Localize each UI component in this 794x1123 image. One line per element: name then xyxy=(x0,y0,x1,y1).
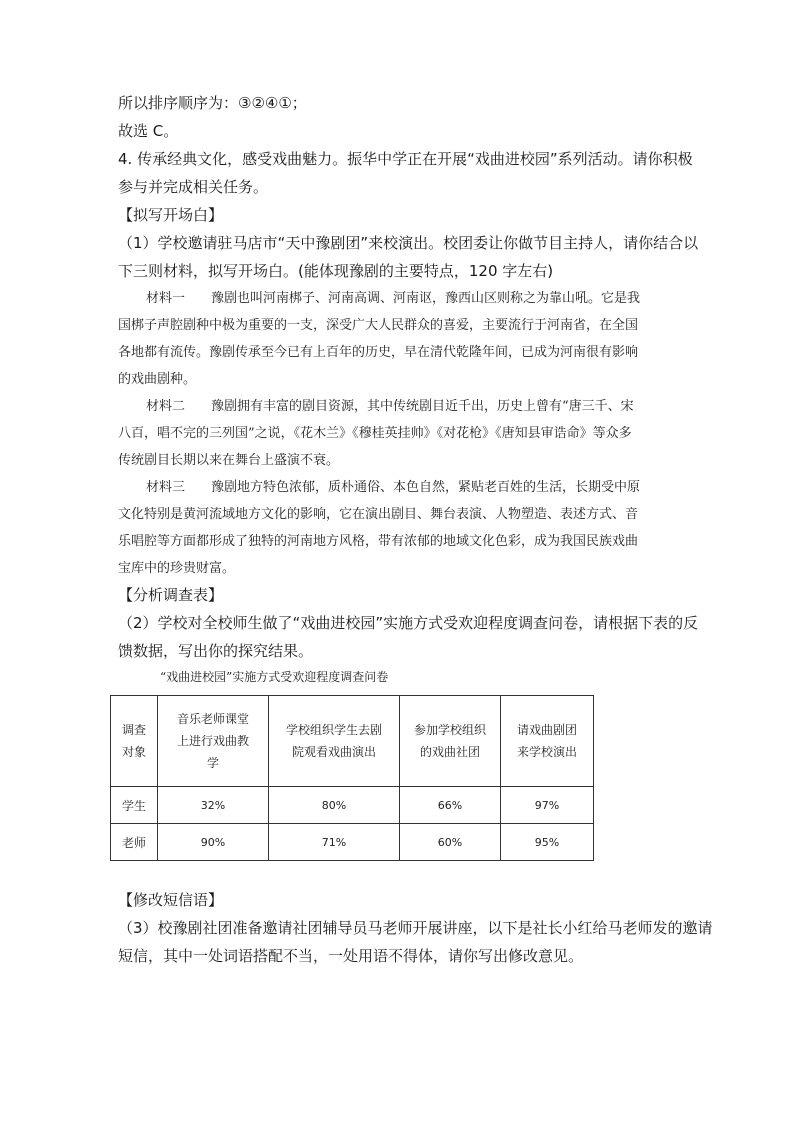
header-cell-line: 请戏曲剧团 xyxy=(516,723,577,737)
material-1-line-4: 的戏曲剧种。 xyxy=(118,372,197,387)
table-cell: 95% xyxy=(501,824,594,861)
table-cell: 32% xyxy=(158,787,269,824)
row-label: 学生 xyxy=(111,787,158,824)
material-3-line-3: 乐唱腔等方面都形成了独特的河南地方风格，带有浓郁的地域文化色彩，成为我国民族戏曲 xyxy=(118,534,639,549)
material-1-line-2: 国梆子声腔剧种中极为重要的一支，深受广大人民群众的喜爱，主要流行于河南省，在全国 xyxy=(118,318,639,333)
material-2-line-1: 材料二 豫剧拥有丰富的剧目资源，其中传统剧目近千出，历史上曾有“唐三千、宋 xyxy=(146,399,634,414)
material-3-line-1: 材料三 豫剧地方特色浓郁，质朴通俗、本色自然，紧贴老百姓的生活，长期受中原 xyxy=(146,480,641,495)
material-2-line-3: 传统剧目长期以来在舞台上盛演不衰。 xyxy=(118,453,340,468)
survey-table xyxy=(110,695,594,861)
section-heading-opening: 【拟写开场白】 xyxy=(118,206,224,224)
question-3-text: （3）校豫剧社团准备邀请社团辅导员马老师开展讲座，以下是社长小红给马老师发的邀请 xyxy=(118,919,713,937)
table-cell: 80% xyxy=(269,787,400,824)
question-4-intro: 4. 传承经典文化，感受戏曲魅力。振华中学正在开展“戏曲进校园”系列活动。请你积极 xyxy=(118,150,693,168)
material-2-line-2: 八百，唱不完的三列国”之说，《花木兰》《穆桂英挂帅》《对花枪》《唐知县审诰命》等众多 xyxy=(118,426,632,441)
header-theater-visit xyxy=(269,696,400,787)
header-cell-line: 学校组织学生去剧 xyxy=(285,723,382,737)
header-opera-club xyxy=(400,696,501,787)
table-cell: 97% xyxy=(501,787,594,824)
header-cell-line: 对象 xyxy=(121,745,146,759)
table-caption: “戏曲进校园”实施方式受欢迎程度调查问卷 xyxy=(160,670,389,684)
header-cell-line: 学 xyxy=(206,756,219,770)
header-cell-line: 来学校演出 xyxy=(516,745,577,759)
header-cell-line: 上进行戏曲教 xyxy=(176,734,249,748)
material-3-line-4: 宝库中的珍贵财富。 xyxy=(118,561,236,576)
header-cell-line: 音乐老师课堂 xyxy=(176,712,249,726)
table-row xyxy=(111,824,594,861)
answer-order-line: 所以排序顺序为：③②④①； xyxy=(118,94,307,112)
section-heading-sms: 【修改短信语】 xyxy=(118,891,224,909)
table-cell: 66% xyxy=(400,787,501,824)
question-2-text-cont: 馈数据，写出你的探究结果。 xyxy=(118,642,314,660)
header-cell-line: 参加学校组织 xyxy=(413,723,486,737)
material-1-line-3: 各地都有流传。豫剧传承至今已有上百年的历史，早在清代乾隆年间，已成为河南很有影响 xyxy=(118,345,639,360)
table-cell: 90% xyxy=(158,824,269,861)
question-3-text-cont: 短信，其中一处词语搭配不当，一处用语不得体，请你写出修改意见。 xyxy=(118,947,584,965)
section-heading-survey: 【分析调查表】 xyxy=(118,586,224,604)
header-cell-line: 院观看戏曲演出 xyxy=(291,745,376,759)
material-3-line-2: 文化特别是黄河流域地方文化的影响，它在演出剧目、舞台表演、人物塑造、表述方式、音 xyxy=(118,507,639,522)
table-cell: 60% xyxy=(400,824,501,861)
question-1-text: （1）学校邀请驻马店市“天中豫剧团”来校演出。校团委让你做节目主持人，请你结合以 xyxy=(118,234,699,252)
row-label: 老师 xyxy=(111,824,158,861)
answer-choice-line: 故选 C。 xyxy=(118,122,179,140)
table-header-row xyxy=(111,696,594,787)
question-1-text-cont: 下三则材料，拟写开场白。(能体现豫剧的主要特点，120 字左右) xyxy=(118,262,554,280)
header-cell-line: 调查 xyxy=(121,723,146,737)
header-troupe-visit xyxy=(501,696,594,787)
header-subject xyxy=(111,696,158,787)
table-row xyxy=(111,787,594,824)
question-4-intro-cont: 参与并完成相关任务。 xyxy=(118,178,269,196)
header-cell-line: 的戏曲社团 xyxy=(419,745,480,759)
question-2-text: （2）学校对全校师生做了“戏曲进校园”实施方式受欢迎程度调查问卷，请根据下表的反 xyxy=(118,614,699,632)
material-1-line-1: 材料一 豫剧也叫河南梆子、河南高调、河南讴，豫西山区则称之为靠山吼。它是我 xyxy=(146,291,641,306)
header-music-class xyxy=(158,696,269,787)
table-cell: 71% xyxy=(269,824,400,861)
